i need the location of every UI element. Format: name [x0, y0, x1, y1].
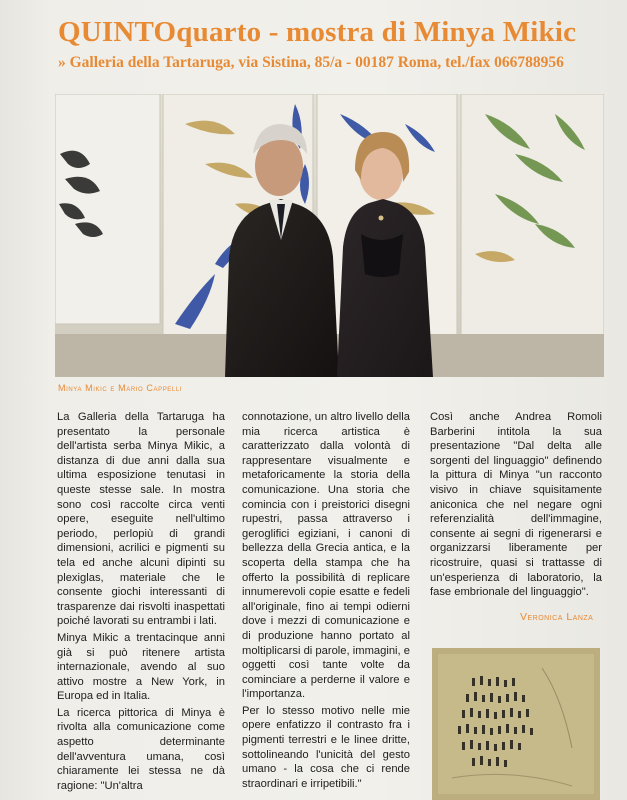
author-signature: Veronica Lanza	[520, 611, 594, 623]
artwork-thumbnail	[432, 648, 600, 800]
photo-caption: Minya Mikic e Mario Cappelli	[58, 383, 183, 393]
exhibition-photo-illustration	[55, 94, 604, 377]
article-column-1	[57, 410, 225, 795]
article-column-2	[242, 410, 410, 793]
paragraph: Minya Mikic a trentacinque anni già si può ritenere artista internazionale, avendo al suo attivo mostre a New York, in Europa ed in Italia.	[57, 631, 225, 703]
paragraph: Così anche Andrea Romoli Barberini intitola la sua presentazione "Dal delta alle sorgenti del linguaggio" definendo la pittura di Minya "un racconto visivo in chiave squisitamente aniconica che nel negare ogni referenzialità dell'immagine, consente ai segni di rigenerarsi e organizzarsi liberamente per ricostruire, quasi si trattasse di un'esperienza di laboratorio, la fase embrionale del linguaggio".	[430, 411, 602, 599]
paragraph: connotazione, un altro livello della mia ricerca artistica è caratterizzato dalla volontà di rappresentare visualmente e metaforicamente la storia della comunicazione. Una storia che comincia con i preistorici disegni rupestri, passa attraverso i geroglifici egiziani, i canoni di bellezza della Grecia antica, e la scoperta della stampa che ha offerto la possibilità di replicare innumerevoli copie esatte e fedeli all'originale, fino ai tempi odierni dove i mezzi di comunicazione e di produzione hanno portato al moltiplicarsi di parole, immagini, e oggetti così tante volte da cominciare a perderne il valore e l'importanza.	[242, 411, 410, 701]
paragraph: La Galleria della Tartaruga ha presentato la personale dell'artista serba Minya Mikic, a distanza di due anni dalla sua ultima esposizione tenutasi in queste stesse sale. In mostra sono così raccolte circa venti opere, eseguite nell'ultimo periodo, perlopiù di grandi dimensioni, acrilici e pigmenti su tela ed anche alcuni dipinti su plexiglas, materiale che le consente giochi interessanti di trasparenze dai risvolti inaspettati poiché lavorati su entrambi i lati.	[57, 411, 225, 628]
exhibition-photo	[55, 94, 604, 377]
paragraph: Per lo stesso motivo nelle mie opere enfatizzo il contrasto fra i pigmenti terrestri e le linee dritte, sottolineando l'unicità del gesto umano - la cosa che ci rende straordinari e irripetibili."	[242, 704, 410, 790]
article-column-3	[430, 410, 602, 602]
artwork-illustration	[432, 648, 600, 800]
gallery-address: » Galleria della Tartaruga, via Sistina, 85/a - 00187 Roma, tel./fax 066788956	[58, 54, 564, 71]
article-title: QUINTOquarto - mostra di Minya Mikic	[58, 16, 577, 48]
paragraph: La ricerca pittorica di Minya è rivolta alla comunicazione come aspetto determinante dell'avventura umana, così chiaramente lei stessa ne dà ragione: "Un'altra	[57, 706, 225, 792]
